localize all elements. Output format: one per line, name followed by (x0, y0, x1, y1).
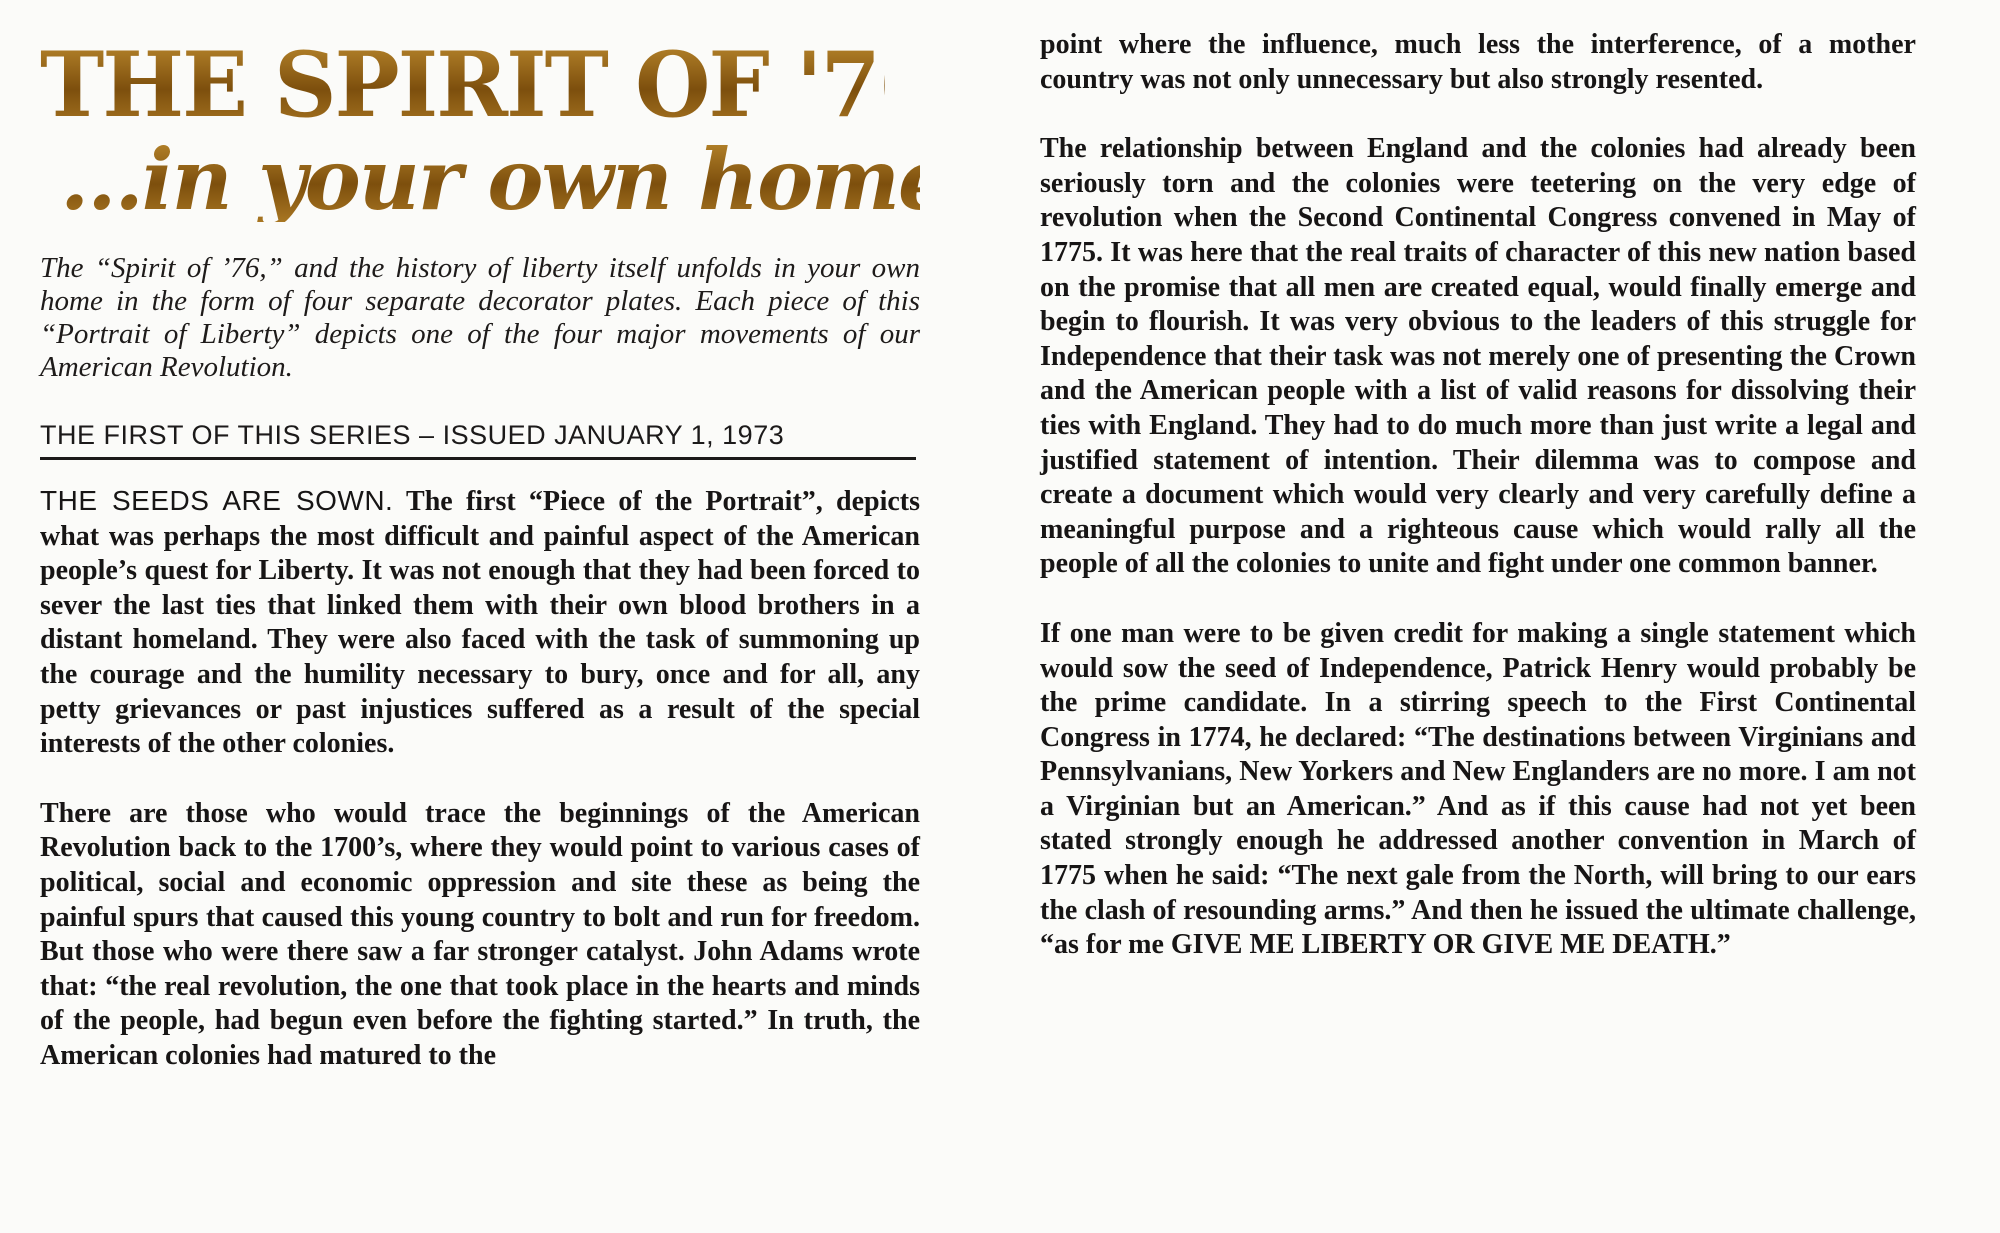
headline-title: THE SPIRIT OF '76 (40, 32, 937, 138)
beginnings-paragraph: There are those who would trace the beginnings of the American Revolution back to the 1700’s, where they would point to various cases of political, social and economic oppression and site these as being the painful spurs that caused this young country to bolt and run for freedom. But those who were there saw a far stronger catalyst. John Adams wrote that: “the real revolution, the one that took place in the hearts and minds of the people, had begun even before the fighting started.” In truth, the American colonies had matured to the (40, 797, 920, 1071)
seeds-paragraph (40, 484, 920, 762)
section-lead-in: THE SEEDS ARE SOWN. (40, 485, 394, 516)
congress-paragraph: The relationship between England and the colonies had already been seriously torn and the colonies were teetering on the very edge of revolution when the Second Continental Congress convened in May of 1775. It was here that the real traits of character of this new nation based on the promise that all men are created equal, would finally emerge and begin to flourish. It was very obvious to the leaders of this struggle for Independence that their task was not merely one of presenting the Crown and the American people with a list of valid reasons for dissolving their ties with England. They had to do much more than just write a legal and justified statement of intention. Their dilemma was to compose and create a document which would very clearly and very carefully define a meaningful purpose and a righteous cause which would rally all the people of all the colonies to unite and fight under one common banner. (1040, 133, 1916, 580)
continued-paragraph: point where the influence, much less the interference, of a mother country was not only unnecessary but also strongly resented. (1040, 29, 1916, 95)
headline-subtitle: ...in your own home! (60, 130, 985, 229)
left-column (40, 18, 985, 1074)
intro-paragraph: The “Spirit of ’76,” and the history of liberty itself unfolds in your own home in the form of four separate decorator plates. Each piece of this “Portrait of Liberty” depicts one of the four major movements of our American Revolution. (40, 252, 920, 383)
series-heading: THE FIRST OF THIS SERIES – ISSUED JANUARY 1, 1973 (40, 420, 916, 460)
seeds-paragraph-body: The first “Piece of the Portrait”, depicts what was perhaps the most difficult and painful aspect of the American people’s quest for Liberty. It was not enough that they had been forced to sever the last ties that linked them with their own blood brothers in a distant homeland. They were also faced with the task of summoning up the courage and the humility necessary to bury, once and for all, any petty grievances or past injustices suffered as a result of the special interests of the other colonies. (40, 486, 921, 760)
patrick-henry-paragraph: If one man were to be given credit for making a single statement which would sow the seed of Independence, Patrick Henry would probably be the prime candidate. In a stirring speech to the First Continental Congress in 1774, he declared: “The destinations between Virginians and Pennsylvanians, New Yorkers and New Englanders are no more. I am not a Virginian but an American.” And as if this cause had not yet been stated strongly enough he addressed another convention in March of 1775 when he said: “The next gale from the North, will bring to our ears the clash of resounding arms.” And then he issued the ultimate challenge, “as for me GIVE ME LIBERTY OR GIVE ME DEATH.” (1040, 617, 1916, 961)
right-column (1040, 28, 1916, 963)
